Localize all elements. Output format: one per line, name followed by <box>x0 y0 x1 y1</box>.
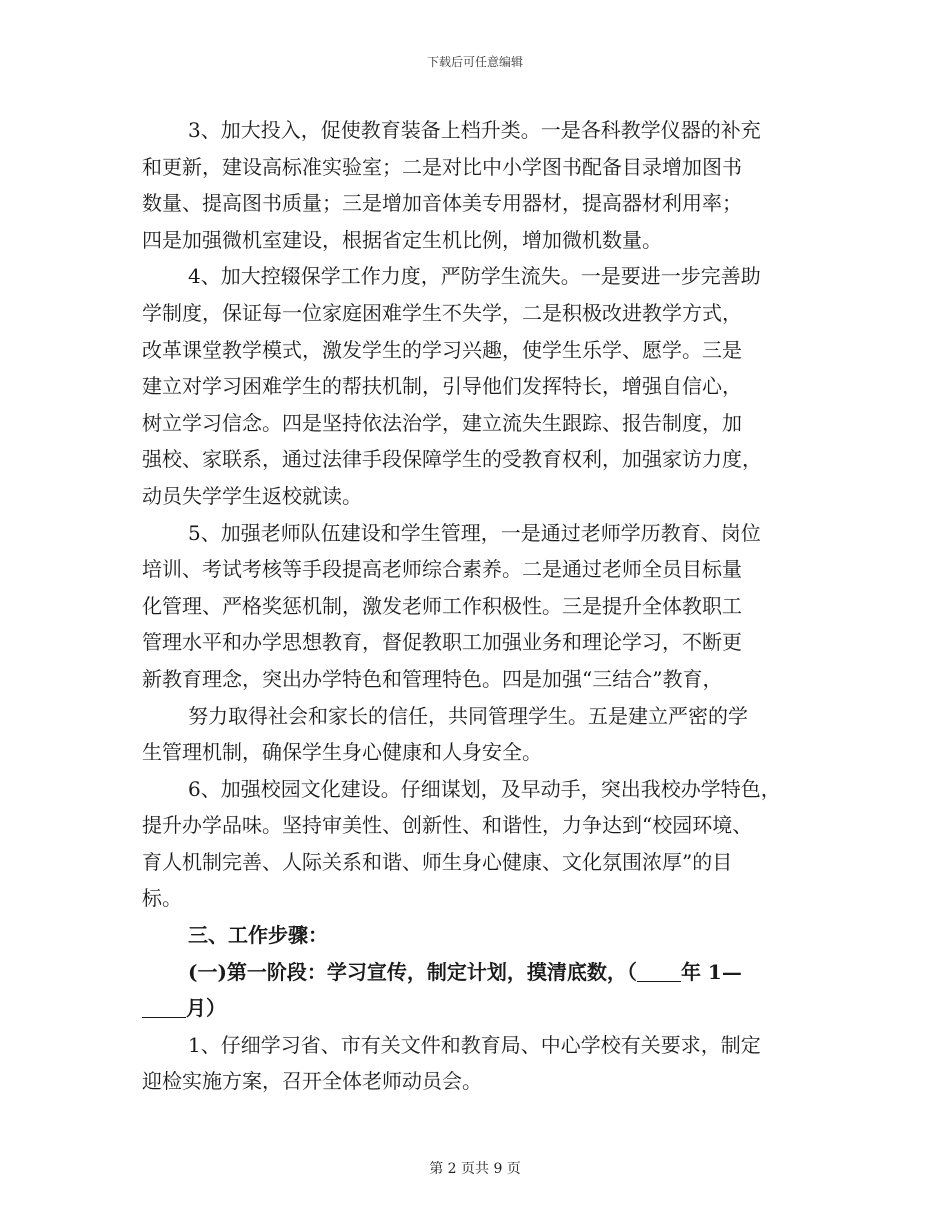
document-body <box>142 112 822 1100</box>
paragraph-5-line-7: 生管理机制，确保学生身心健康和人身安全。 <box>142 740 542 765</box>
stage-one-heading-text: (一)第一阶段：学习宣传，制定计划，摸清底数，（ <box>188 959 637 984</box>
paragraph-3-line-4: 四是加强微机室建设，根据省定生机比例，增加微机数量。 <box>142 227 662 252</box>
year-blank <box>637 959 681 982</box>
stage-one-heading <box>142 954 822 991</box>
step-1-line-2: 迎检实施方案，召开全体老师动员会。 <box>142 1069 482 1094</box>
section-heading-work-steps: 三、工作步骤： <box>188 923 328 948</box>
paragraph-4-line-1: 4、加大控辍保学工作力度，严防学生流失。一是要进一步完善助 <box>188 264 761 289</box>
stage-one-heading-year: 年 1— <box>680 959 742 984</box>
paragraph-6-line-2: 提升办学品味。坚持审美性、创新性、和谐性，力争达到“校园环境、 <box>142 813 753 838</box>
stage-one-heading-month: 月） <box>186 996 226 1021</box>
paragraph-5-line-6: 努力取得社会和家长的信任，共同管理学生。五是建立严密的学 <box>188 703 748 728</box>
page-header: 下载后可任意编辑 <box>426 55 523 69</box>
paragraph-5-line-1: 5、加强老师队伍建设和学生管理，一是通过老师学历教育、岗位 <box>188 520 761 545</box>
paragraph-5-line-3: 化管理、严格奖惩机制，激发老师工作积极性。三是提升全体教职工 <box>142 593 742 618</box>
paragraph-3-line-1: 3、加大投入，促使教育装备上档升类。一是各科教学仪器的补充 <box>188 118 761 142</box>
paragraph-5-line-4: 管理水平和办学思想教育，督促教职工加强业务和理论学习，不断更 <box>142 630 742 655</box>
paragraph-6-line-4: 标。 <box>142 886 182 911</box>
month-blank <box>142 995 186 1018</box>
paragraph-3-line-3: 数量、提高图书质量；三是增加音体美专用器材，提高器材利用率； <box>142 191 742 216</box>
step-1-line-1: 1、仔细学习省、市有关文件和教育局、中心学校有关要求，制定 <box>188 1032 761 1057</box>
paragraph-4-line-5: 树立学习信念。四是坚持依法治学，建立流失生跟踪、报告制度，加 <box>142 410 742 435</box>
paragraph-5-line-5: 新教育理念，突出办学特色和管理特色。四是加强“三结合”教育， <box>142 666 723 691</box>
paragraph-6-line-1: 6、加强校园文化建设。仔细谋划，及早动手，突出我校办学特色， <box>188 776 781 801</box>
stage-one-heading-cont <box>142 990 822 1027</box>
paragraph-6-line-3: 育人机制完善、人际关系和谐、师生身心健康、文化氛围浓厚”的目 <box>142 849 733 874</box>
paragraph-5-line-2: 培训、考试考核等手段提高老师综合素养。二是通过老师全员目标量 <box>142 557 742 582</box>
paragraph-4-line-3: 改革课堂教学模式，激发学生的学习兴趣，使学生乐学、愿学。三是 <box>142 337 742 362</box>
paragraph-4-line-7: 动员失学学生返校就读。 <box>142 483 362 508</box>
paragraph-4-line-2: 学制度，保证每一位家庭困难学生不失学，二是积极改进教学方式， <box>142 300 742 325</box>
paragraph-4-line-4: 建立对学习困难学生的帮扶机制，引导他们发挥特长，增强自信心， <box>142 374 742 399</box>
page-footer: 第 2 页共 9 页 <box>429 1161 521 1177</box>
paragraph-4-line-6: 强校、家联系，通过法律手段保障学生的受教育权利，加强家访力度， <box>142 447 762 472</box>
paragraph-3-line-2: 和更新，建设高标准实验室；二是对比中小学图书配备目录增加图书 <box>142 154 742 179</box>
